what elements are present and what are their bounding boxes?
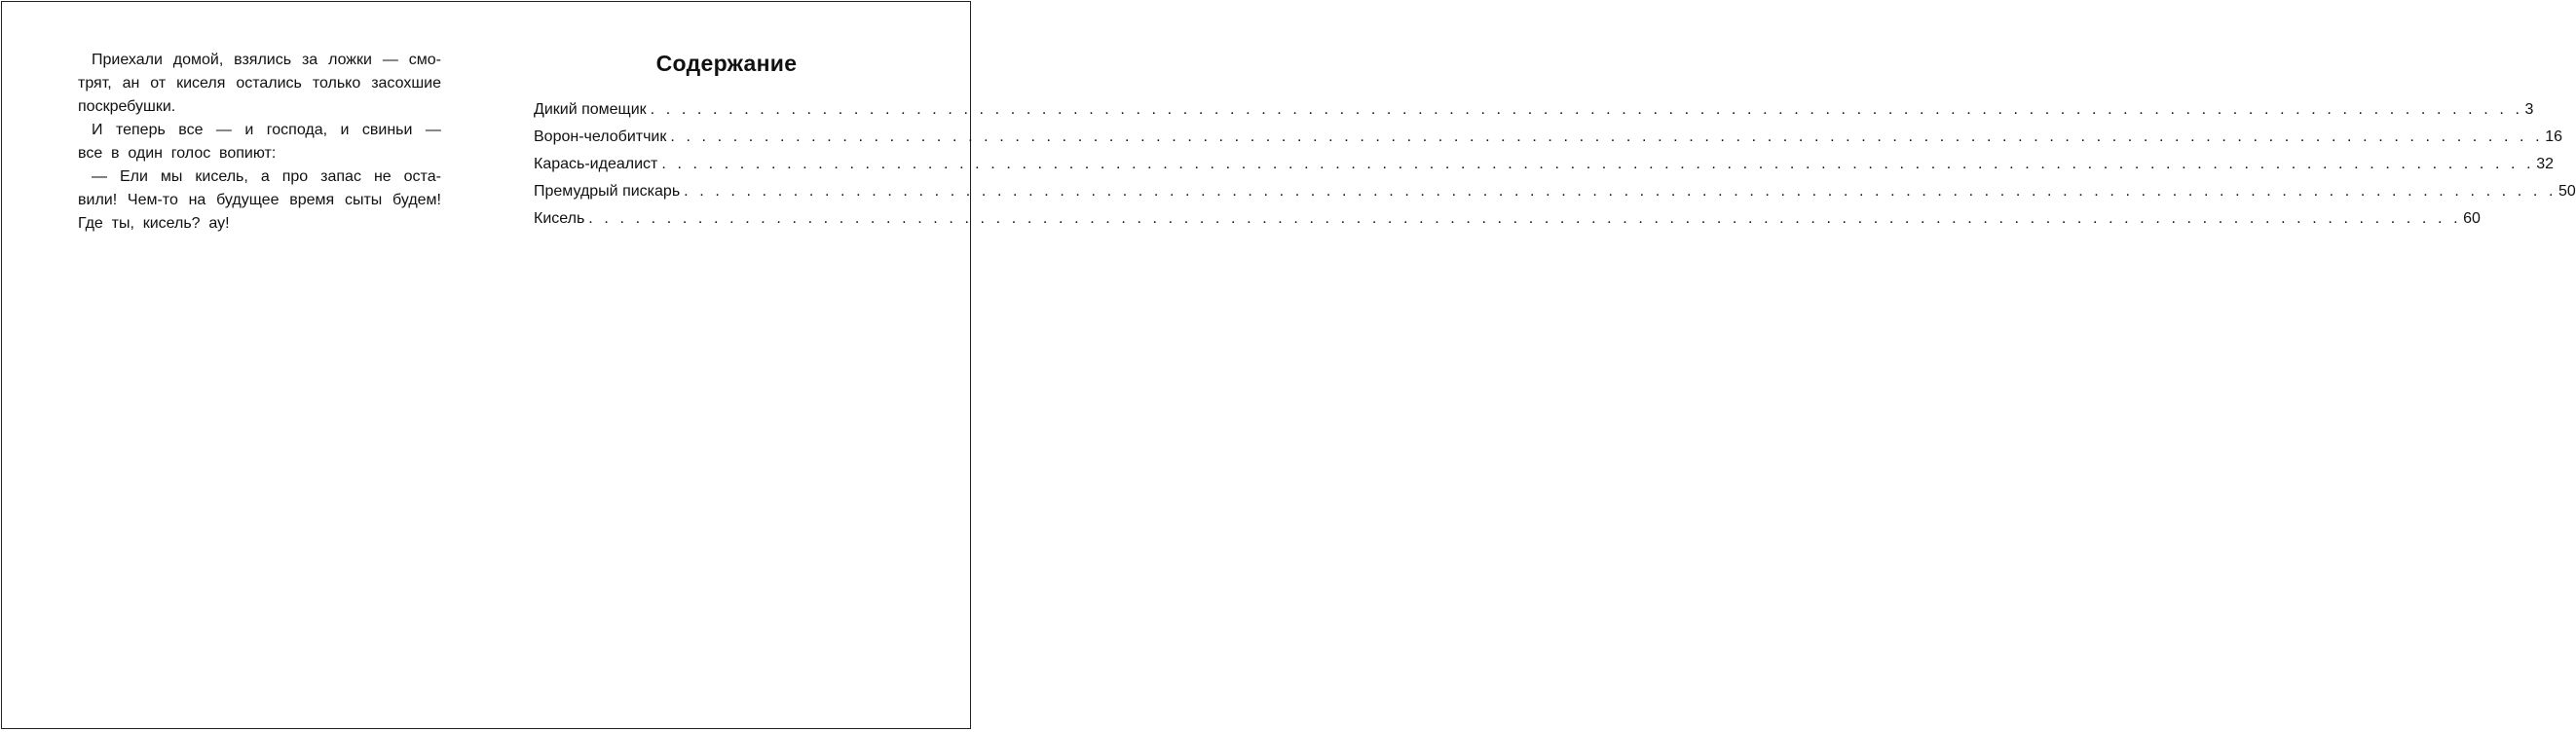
toc-page-number: 50 (2557, 183, 2576, 200)
text-word: Где (78, 215, 103, 232)
text-word: все (78, 145, 103, 162)
text-line (78, 49, 441, 72)
text-word: ты, (111, 215, 134, 232)
text-line (78, 72, 441, 95)
text-word: на (188, 192, 206, 208)
text-word: домой, (172, 52, 224, 68)
text-word: — (215, 122, 232, 138)
text-word: Приехали (92, 52, 163, 68)
toc-entry[interactable] (534, 124, 2562, 151)
text-word: за (301, 52, 318, 68)
text-line (78, 212, 441, 236)
text-word: трят, (78, 75, 112, 92)
text-word: не (373, 168, 392, 185)
toc-page-number: 16 (2545, 128, 2562, 145)
text-word: ан (122, 75, 140, 92)
toc-page-number: 60 (2463, 210, 2481, 227)
text-word: только (312, 75, 361, 92)
text-word: один (128, 145, 163, 162)
text-word: мы (160, 168, 183, 185)
text-word: теперь (115, 122, 166, 138)
text-word: вили! (78, 192, 118, 208)
text-word: оста- (403, 168, 441, 185)
text-word: — (382, 52, 398, 68)
story-text (78, 49, 441, 236)
toc-page-number: 32 (2536, 156, 2554, 172)
text-word: смо- (408, 52, 441, 68)
text-word: сыты (344, 192, 383, 208)
text-word: засохшие (371, 75, 441, 92)
text-word: поскребушки. (78, 98, 176, 115)
toc-entry-title: Ворон-челобитчик (534, 128, 667, 145)
toc-entry-title: Дикий помещик (534, 101, 647, 118)
text-word: Ели (119, 168, 148, 185)
text-word: кисель, (195, 168, 248, 185)
text-word: про (281, 168, 309, 185)
text-word: остались (236, 75, 302, 92)
text-word: киселя (176, 75, 226, 92)
text-word: ложки (328, 52, 372, 68)
toc-list (534, 96, 2576, 233)
text-line (78, 95, 441, 119)
text-word: господа, (266, 122, 328, 138)
text-word: кисель? (142, 215, 201, 232)
text-word: И (92, 122, 103, 138)
text-word: запас (320, 168, 361, 185)
toc-dot-leader: . . . . . . . . . . . . . . . . . . . . . . . . . . . . . . . . . . . . . . . . . . . . . . . . . . . . . . . . . . . . . . . . . . . . . . . . . . . . . . . . . . . . . . . . . . . . . . . . . . . . . . . . . . . . . . . . . . . . . . . . (661, 156, 2535, 172)
text-word: а (260, 168, 270, 185)
toc-page-number: 3 (2524, 101, 2534, 118)
toc-entry[interactable] (534, 205, 2481, 233)
text-word: ау! (208, 215, 230, 232)
text-word: и (244, 122, 254, 138)
left-page (2, 2, 487, 728)
text-word: голос (170, 145, 211, 162)
text-word: взялись (234, 52, 292, 68)
text-word: и (340, 122, 350, 138)
text-line (78, 119, 441, 142)
text-word: будущее (216, 192, 280, 208)
text-word: — (92, 168, 107, 185)
text-line (78, 189, 441, 212)
text-word: — (425, 122, 441, 138)
text-line (78, 165, 441, 189)
toc-entry[interactable] (534, 96, 2534, 124)
toc-title: Содержание (655, 51, 798, 76)
text-word: свиньи (361, 122, 413, 138)
text-word: Чем-то (127, 192, 178, 208)
text-word: все (178, 122, 204, 138)
toc-entry-title: Премудрый пискарь (534, 183, 681, 200)
toc-dot-leader: . . . . . . . . . . . . . . . . . . . . . . . . . . . . . . . . . . . . . . . . . . . . . . . . . . . . . . . . . . . . . . . . . . . . . . . . . . . . . . . . . . . . . . . . . . . . . . . . . . . . . . . . . . . . . . . . . . . . . . . . (650, 101, 2523, 118)
text-word: от (150, 75, 167, 92)
text-word: в (111, 145, 120, 162)
text-word: вопиют: (219, 145, 277, 162)
book-spread (1, 1, 2576, 729)
text-word: будем! (392, 192, 441, 208)
toc-entry[interactable] (534, 178, 2576, 205)
toc-entry-title: Карась-идеалист (534, 156, 658, 172)
toc-dot-leader: . . . . . . . . . . . . . . . . . . . . . . . . . . . . . . . . . . . . . . . . . . . . . . . . . . . . . . . . . . . . . . . . . . . . . . . . . . . . . . . . . . . . . . . . . . . . . . . . . . . . . . . . . . . . . . . . . . . . . . . . (588, 210, 2462, 227)
toc-dot-leader: . . . . . . . . . . . . . . . . . . . . . . . . . . . . . . . . . . . . . . . . . . . . . . . . . . . . . . . . . . . . . . . . . . . . . . . . . . . . . . . . . . . . . . . . . . . . . . . . . . . . . . . . . . . . . . . . . . . . . . . . (684, 183, 2557, 200)
toc-entry-title: Кисель (534, 210, 585, 227)
toc-dot-leader: . . . . . . . . . . . . . . . . . . . . . . . . . . . . . . . . . . . . . . . . . . . . . . . . . . . . . . . . . . . . . . . . . . . . . . . . . . . . . . . . . . . . . . . . . . . . . . . . . . . . . . . . . . . . . . . . . . . . . . . . (670, 128, 2544, 145)
right-page (487, 2, 2576, 728)
text-word: время (289, 192, 335, 208)
text-line (78, 142, 441, 165)
toc-entry[interactable] (534, 151, 2554, 178)
